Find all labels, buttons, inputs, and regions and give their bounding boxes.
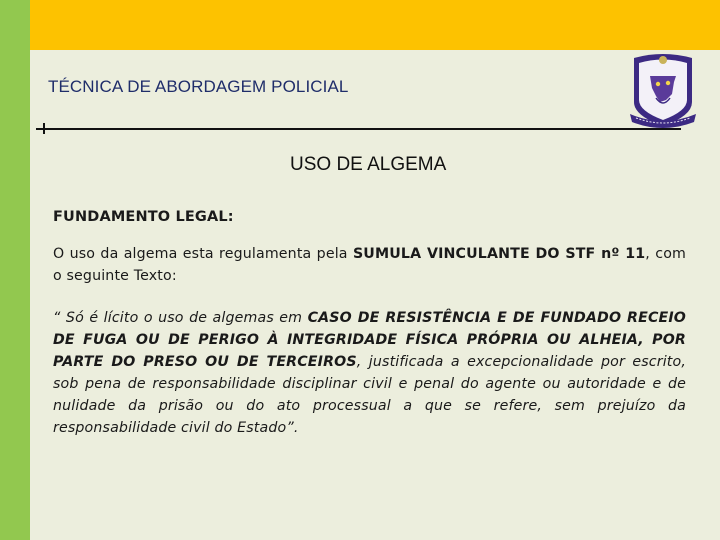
intro-paragraph — [53, 243, 686, 287]
top-header-bar — [30, 0, 720, 50]
intro-text-start: O uso da algema esta regulamenta pela — [53, 246, 353, 262]
header-divider-rule — [36, 128, 681, 130]
slide-content — [53, 206, 686, 439]
quote-text-start: “ Só é lícito o uso de algemas em — [53, 310, 308, 326]
quote-emphasis: CASO DE RESISTÊNCIA E DE FUNDADO RECEIO DE FUGA OU DE PERIGO À INTEGRIDADE FÍSICA PRÓPRIA OU ALHEIA, POR PARTE DO PRESO OU DE TERCEIROS — [53, 310, 687, 370]
sumula-quote — [53, 307, 686, 439]
left-accent-bar — [0, 0, 30, 540]
police-shield-emblem-icon — [628, 50, 698, 130]
section-title: USO DE ALGEMA — [290, 154, 447, 175]
sumula-reference: SUMULA VINCULANTE DO STF nº 11 — [352, 246, 646, 262]
intro-text-end: , com o seguinte Texto: — [53, 246, 686, 284]
legal-basis-label: FUNDAMENTO LEGAL: — [53, 209, 234, 225]
slide-header-title: TÉCNICA DE ABORDAGEM POLICIAL — [48, 77, 349, 96]
quote-text-end: , justificada a excepcionalidade por escrito, sob pena de responsabilidade disciplinar civil e penal do agente ou autoridade e de nulidade da prisão ou do ato processual a que se refere, sem prejuízo da responsabilidade civil do Estado”. — [53, 354, 686, 436]
